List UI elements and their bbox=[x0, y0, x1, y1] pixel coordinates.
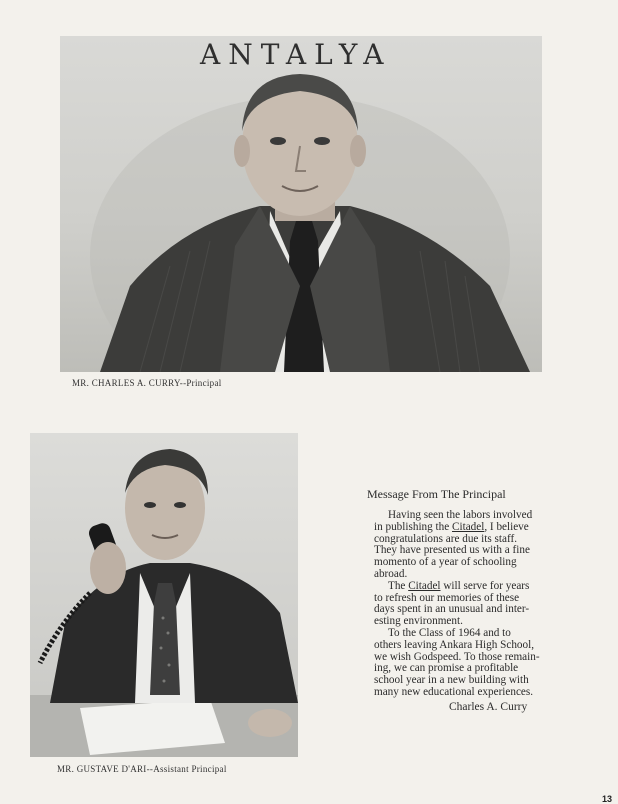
message-title: Message From The Principal bbox=[367, 487, 506, 501]
message-line: momento of a year of schooling bbox=[374, 556, 517, 569]
message-line: we wish Godspeed. To those remain- bbox=[374, 650, 540, 663]
message-line: abroad. bbox=[374, 567, 408, 580]
message-line: To the Class of 1964 and to bbox=[388, 626, 511, 639]
assistant-principal-photo bbox=[30, 433, 298, 757]
citadel-title: Citadel bbox=[452, 520, 485, 533]
message-line: in publishing the Citadel, I believe bbox=[374, 520, 529, 533]
signature: Charles A. Curry bbox=[449, 701, 528, 713]
message-line: others leaving Ankara High School, bbox=[374, 638, 535, 651]
assistant-principal-caption: MR. GUSTAVE D'ARI--Assistant Principal bbox=[57, 764, 227, 774]
citadel-title: Citadel bbox=[408, 579, 441, 592]
page-number: 13 bbox=[601, 794, 612, 804]
message-line: ing, we can promise a profitable bbox=[374, 662, 519, 675]
message-line: many new educational experiences. bbox=[374, 685, 534, 698]
message-line: congratulations are due its staff. bbox=[374, 532, 518, 545]
message-line: Having seen the labors involved bbox=[388, 509, 533, 521]
assistant-principal-portrait-illustration bbox=[30, 433, 298, 757]
message-line: school year in a new building with bbox=[374, 674, 529, 687]
principal-photo bbox=[60, 36, 542, 372]
message-line: to refresh our memories of these bbox=[374, 591, 520, 604]
message-line: days spent in an unusual and inter- bbox=[374, 603, 530, 616]
message-body bbox=[374, 510, 580, 699]
principal-portrait-illustration bbox=[60, 36, 542, 372]
message-line: esting environment. bbox=[374, 615, 463, 628]
message-line: They have presented us with a fine bbox=[374, 544, 530, 557]
principal-caption: MR. CHARLES A. CURRY--Principal bbox=[72, 378, 222, 388]
antalya-sign: ANTALYA bbox=[200, 38, 392, 71]
message-line: The Citadel will serve for years bbox=[388, 579, 530, 592]
